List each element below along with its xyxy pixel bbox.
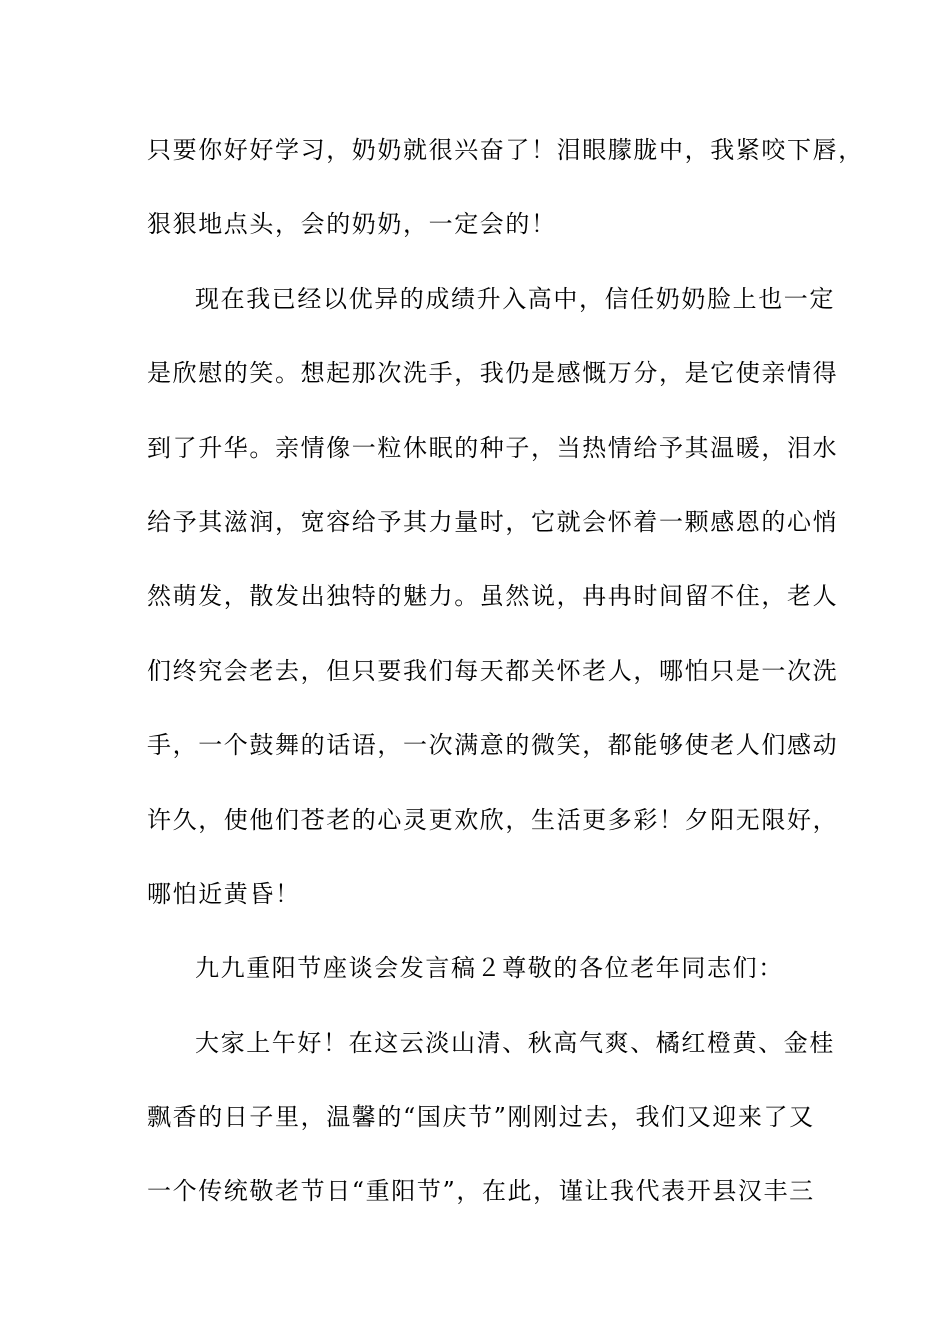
text-line: 然萌发，散发出独特的魅力。虽然说，冉冉时间留不住，老人 — [147, 582, 839, 611]
text-line: 狠狠地点头，会的奶奶，一定会的！ — [147, 210, 557, 239]
text-line: 一个传统敬老节日“重阳节”，在此，谨让我代表开县汉丰三 — [147, 1177, 815, 1206]
text-line: 飘香的日子里，温馨的“国庆节”刚刚过去，我们又迎来了又 — [147, 1103, 815, 1132]
text-line: 们终究会老去，但只要我们每天都关怀老人，哪怕只是一次洗 — [147, 656, 839, 685]
text-line: 到了升华。亲情像一粒休眠的种子，当热情给予其温暖，泪水 — [147, 433, 839, 462]
text-line: 是欣慰的笑。想起那次洗手，我仍是感慨万分，是它使亲情得 — [147, 359, 839, 388]
text-line: 给予其滋润，宽容给予其力量时，它就会怀着一颗感恩的心悄 — [147, 507, 839, 536]
body-text — [147, 113, 864, 1229]
text-line: 只要你好好学习，奶奶就很兴奋了！泪眼朦胧中，我紧咬下唇， — [147, 136, 864, 164]
paragraph-first-line: 大家上午好！在这云淡山清、秋高气爽、橘红橙黄、金桂 — [195, 1028, 835, 1057]
text-line: 许久，使他们苍老的心灵更欢欣，生活更多彩！夕阳无限好， — [147, 805, 839, 834]
text-line: 手，一个鼓舞的话语，一次满意的微笑，都能够使老人们感动 — [147, 731, 839, 760]
text-line: 哪怕近黄昏！ — [147, 879, 301, 908]
paragraph-first-line: 现在我已经以优异的成绩升入高中，信任奶奶脸上也一定 — [195, 284, 835, 313]
speech-heading-line: 九九重阳节座谈会发言稿２尊敬的各位老年同志们： — [195, 954, 784, 983]
